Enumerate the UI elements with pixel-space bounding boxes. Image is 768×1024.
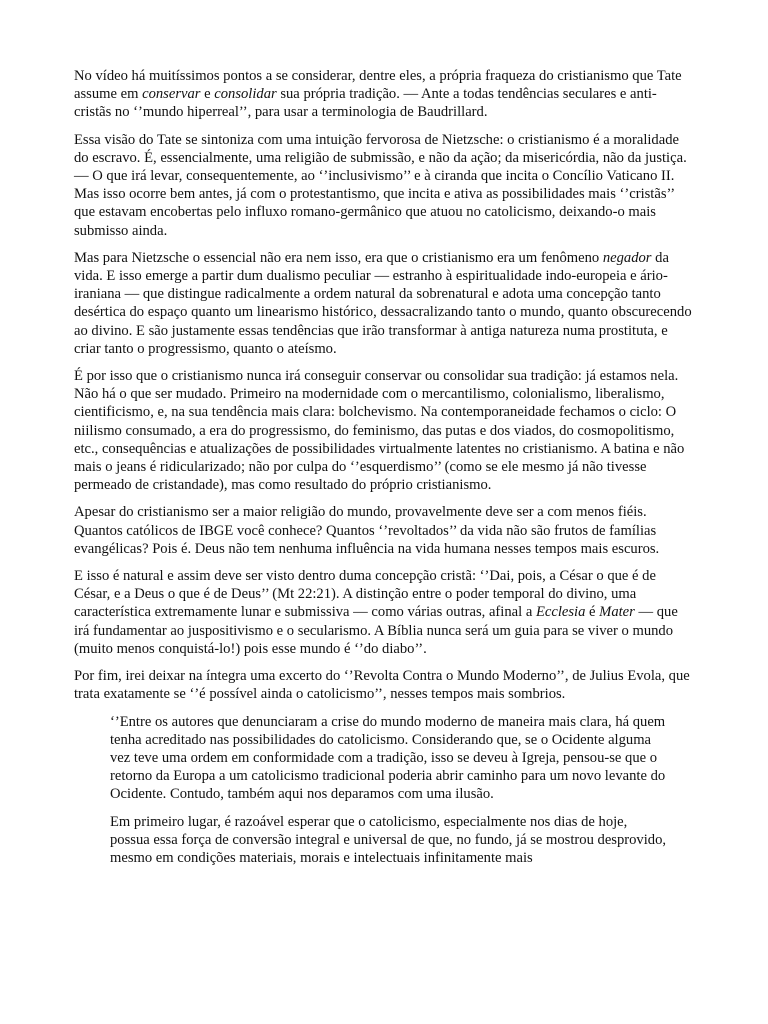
paragraph-6 xyxy=(74,567,694,658)
paragraph-7 xyxy=(74,667,694,703)
italic-text: conservar xyxy=(142,86,201,103)
text-run: No vídeo há muitíssimos pontos a se considerar, dentre eles, a própria fraqueza do cristianismo que Tate assume em xyxy=(74,68,682,103)
italic-text: consolidar xyxy=(214,86,277,103)
paragraph-3 xyxy=(74,249,694,358)
block-quote-1: ‘’Entre os autores que denunciaram a crise do mundo moderno de maneira mais clara, há quem tenha acreditado nas possibilidades do catolicismo. Considerando que, se o Ocidente alguma vez teve uma ordem em conformidade com a tradição, isso se deveu à Igreja, pensou-se que o retorno da Europa a um catolicismo tradicional poderia abrir caminho para um novo levante do Ocidente. Contudo, também aqui nos deparamos com uma ilusão. xyxy=(110,713,666,803)
text-run: Essa visão do Tate se sintoniza com uma intuição fervorosa de Nietzsche: o cristianismo é a moralidade do escravo. É, essencialmente, uma religião de submissão, e não da ação; da misericórdia, não da justiça. — O que irá levar, consequentemente, ao ‘’inclusivismo’’ e à ciranda que incita o Concílio Vaticano II. Mas isso ocorre bem antes, já com o protestantismo, que incita e ativa as possibilidades mais ‘’cristãs’’ que estavam encobertas pelo influxo romano-germânico que atuou no catolicismo, deixando-o mais submisso ainda. xyxy=(74,131,687,239)
text-run: sua própria tradição. — Ante a todas tendências seculares e anti-cristãs no ‘’mundo hiperreal’’, para usar a terminologia de Baudrillard. xyxy=(74,86,657,121)
italic-text: negador xyxy=(602,249,652,266)
paragraph-1 xyxy=(74,67,694,122)
text-run: Mas para Nietzsche o essencial não era nem isso, era que o cristianismo era um fenômeno xyxy=(74,249,603,266)
text-run: E isso é natural e assim deve ser visto dentro duma concepção cristã: ‘’Dai, pois, a César o que é de César, e a Deus o que é de Deus’’ (Mt 22:21). A distinção entre o poder temporal do divino, uma característica extremamente lunar e submissiva — como várias outras, afinal a xyxy=(74,568,656,621)
document-page xyxy=(74,67,694,876)
text-run: e xyxy=(200,86,215,103)
paragraph-2 xyxy=(74,131,694,240)
italic-text: Ecclesia xyxy=(535,604,586,621)
text-run: da vida. E isso emerge a partir dum dualismo peculiar — estranho à espiritualidade indo-europeia e ário-iraniana — que distingue radicalmente a ordem natural da sobrenatural e adota uma concepção tanto desértica do espaço quanto um linearismo histórico, dessacralizando tanto o mundo, quanto obscurecendo ao divino. E são justamente essas tendências que irão transformar à antiga natureza numa prostituta, e criar tanto o progressismo, quanto o ateísmo. xyxy=(74,249,692,357)
paragraph-5 xyxy=(74,503,694,558)
text-run: é xyxy=(585,604,600,621)
paragraph-4 xyxy=(74,367,694,494)
text-run: Apesar do cristianismo ser a maior religião do mundo, provavelmente deve ser a com menos fiéis. Quantos católicos de IBGE você conhece? Quantos ‘’revoltados’’ da vida não são frutos de famílias evangélicas? Pois é. Deus não tem nenhuma influência na vida humana nesses tempos mais escuros. xyxy=(74,504,660,557)
italic-text: Mater xyxy=(599,604,635,621)
text-run: — que irá fundamentar ao juspositivismo e o secularismo. A Bíblia nunca será um guia para se viver o mundo (muito menos conquistá-lo!) pois esse mundo é ‘’do diabo’’. xyxy=(74,604,678,657)
text-run: Por fim, irei deixar na íntegra uma excerto do ‘’Revolta Contra o Mundo Moderno’’, de Julius Evola, que trata exatamente se ‘’é possível ainda o catolicismo’’, nesses tempos mais sombrios. xyxy=(74,668,690,703)
block-quote-2: Em primeiro lugar, é razoável esperar que o catolicismo, especialmente nos dias de hoje, possua essa força de conversão integral e universal de que, no fundo, já se mostrou desprovido, mesmo em condições materiais, morais e intelectuais infinitamente mais xyxy=(110,813,667,866)
text-run: É por isso que o cristianismo nunca irá conseguir conservar ou consolidar sua tradição: já estamos nela. Não há o que ser mudado. Primeiro na modernidade com o mercantilismo, colonialismo, liberalismo, cientificismo, e, na sua tendência mais clara: bolchevismo. Na contemporaneidade fechamos o ciclo: O niilismo consumado, a era do progressismo, do feminismo, das putas e dos viados, do cosmopolitismo, etc., consequências e atualizações de possibilidades virtualmente latentes no cristianismo. A batina e não mais o jeans é ridicularizado; não por culpa do ‘’esquerdismo’’ (como se ele mesmo já não tivesse permeado de cristandade), mas como resultado do próprio cristianismo. xyxy=(74,368,685,494)
